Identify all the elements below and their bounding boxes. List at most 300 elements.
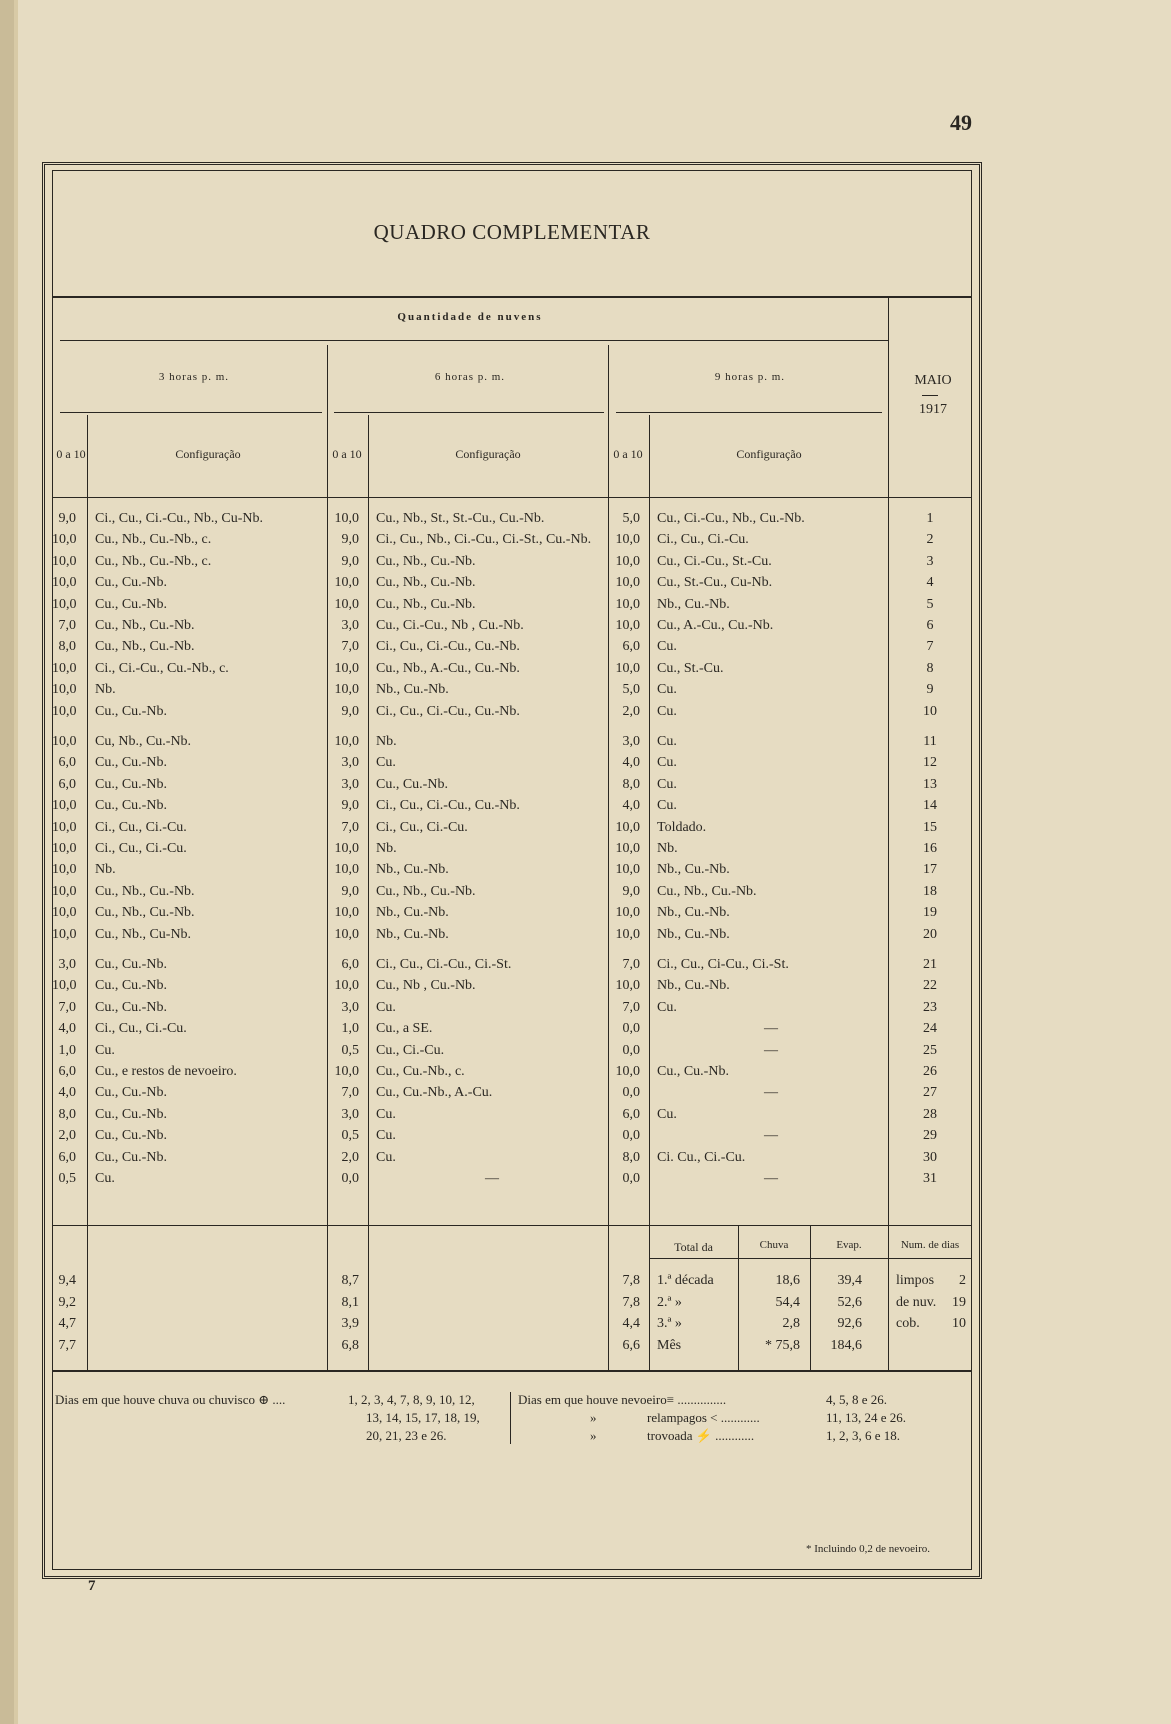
- cloud-amount-9pm: 0,0: [622, 1128, 640, 1144]
- config-9pm: Cu., Nb., Cu.-Nb.: [657, 883, 757, 899]
- config-6pm: Ci., Cu., Nb., Ci.-Cu., Ci.-St., Cu.-Nb.: [376, 532, 592, 548]
- trovoada-days: 1, 2, 3, 6 e 18.: [826, 1428, 901, 1443]
- trovoada-symbol-icon: ⚡: [695, 1428, 712, 1443]
- cloud-amount-6pm: 10,0: [334, 978, 359, 994]
- config-9pm: Ci., Cu., Ci-Cu., Ci.-St.: [657, 957, 789, 972]
- cloud-amount-3pm: 10,0: [52, 978, 77, 994]
- config-9pm: Cu., A.-Cu., Cu.-Nb.: [657, 618, 774, 633]
- cloud-amount-9pm: 5,0: [622, 511, 640, 526]
- nevoeiro-symbol-icon: ≡: [666, 1392, 675, 1407]
- evap-value: 92,6: [837, 1316, 862, 1331]
- config-6pm: Cu., Cu.-Nb., A.-Cu.: [376, 1085, 493, 1101]
- config-6pm: Nb., Cu.-Nb.: [376, 905, 449, 921]
- config-6pm: Cu.: [376, 999, 396, 1015]
- avg-3pm: 9,2: [58, 1294, 76, 1310]
- day-number: 23: [923, 999, 937, 1015]
- cloud-amount-6pm: 3,0: [341, 618, 359, 633]
- config-6pm: Nb.: [376, 734, 397, 749]
- cloud-amount-6pm: 9,0: [341, 532, 359, 548]
- config-9pm: Cu.: [657, 1106, 677, 1122]
- cloud-amount-3pm: 10,0: [52, 596, 77, 612]
- cloud-amount-6pm: 3,0: [341, 755, 359, 771]
- day-number: 7: [926, 639, 934, 655]
- cloud-amount-3pm: 10,0: [52, 682, 77, 698]
- config-6pm: Cu., Nb., Cu.-Nb.: [376, 553, 476, 569]
- num-dias-value: 10: [952, 1316, 966, 1331]
- cloud-amount-6pm: 2,0: [341, 1149, 359, 1165]
- col-rule-9pm-config: [649, 415, 650, 1225]
- summary-rule-top: [52, 1225, 972, 1226]
- day-number: 19: [923, 905, 937, 921]
- day-number: 21: [923, 957, 937, 972]
- config-9pm: Cu.: [657, 639, 677, 655]
- day-number: 18: [923, 883, 937, 899]
- group-header: Quantidade de nuvens: [397, 311, 543, 323]
- config-9pm: Nb., Cu.-Nb.: [657, 978, 730, 994]
- cloud-amount-6pm: 10,0: [334, 926, 359, 942]
- chuva-value: 2,8: [782, 1316, 800, 1331]
- evap-value: 52,6: [837, 1294, 862, 1310]
- config-6pm: Nb., Cu.-Nb.: [376, 926, 449, 942]
- day-number: 20: [923, 926, 937, 942]
- cloud-amount-3pm: 10,0: [52, 734, 77, 749]
- config-6pm: Cu., Nb., Cu.-Nb.: [376, 575, 476, 591]
- cloud-amount-9pm: 0,0: [622, 1085, 640, 1101]
- cloud-amount-6pm: 0,0: [341, 1171, 359, 1186]
- cloud-amount-9pm: 9,0: [622, 883, 640, 899]
- config-9pm: Cu., Ci.-Cu., St.-Cu.: [657, 553, 772, 569]
- config-6pm: Cu., Cu.-Nb., c.: [376, 1064, 465, 1079]
- config-9pm: Nb., Cu.-Nb.: [657, 862, 730, 878]
- evap-header: Evap.: [836, 1239, 862, 1251]
- config-3pm: Cu., Cu.-Nb.: [95, 755, 167, 771]
- day-number: 25: [923, 1042, 937, 1058]
- config-3pm: Cu., Cu.-Nb.: [95, 1106, 167, 1122]
- relampagos-symbol-icon: <: [710, 1410, 718, 1425]
- config-9pm: Nb.: [657, 841, 678, 856]
- nevoeiro-note-label: Dias em que houve nevoeiro≡ ...............: [518, 1392, 727, 1407]
- config-3pm: Cu., Cu.-Nb.: [95, 575, 167, 591]
- cloud-amount-3pm: 10,0: [52, 926, 77, 942]
- num-dias-label: limpos: [896, 1273, 935, 1288]
- table-title: QUADRO COMPLEMENTAR: [373, 220, 651, 244]
- day-number: 15: [923, 819, 937, 835]
- config-9pm: Ci., Cu., Ci.-Cu.: [657, 532, 749, 548]
- cloud-amount-9pm: 10,0: [615, 978, 640, 994]
- cloud-amount-3pm: 4,0: [58, 1021, 76, 1037]
- day-number: 6: [926, 618, 934, 633]
- relampagos-note-text: relampagos: [647, 1410, 707, 1425]
- cloud-amount-6pm: 7,0: [341, 819, 359, 835]
- chuva-days-line3: 20, 21, 23 e 26.: [366, 1428, 447, 1443]
- config-3pm: Cu., Nb., Cu.-Nb., c.: [95, 532, 212, 548]
- config-3pm: Cu., Nb., Cu.-Nb.: [95, 639, 195, 655]
- cloud-amount-3pm: 6,0: [58, 1064, 76, 1079]
- avg-9pm: 7,8: [622, 1273, 640, 1288]
- evap-value: 39,4: [837, 1273, 862, 1288]
- config-9pm: Nb., Cu.-Nb.: [657, 596, 730, 612]
- day-number: 3: [926, 553, 934, 569]
- cloud-amount-9pm: 10,0: [615, 841, 640, 856]
- cloud-amount-3pm: 6,0: [58, 1149, 76, 1165]
- config-6pm: Ci., Cu., Ci.-Cu., Cu.-Nb.: [376, 639, 520, 655]
- config-6pm: Nb., Cu.-Nb.: [376, 862, 449, 878]
- cloud-amount-3pm: 10,0: [52, 905, 77, 921]
- config-3pm: Ci., Cu., Ci.-Cu.: [95, 1021, 187, 1037]
- day-number: 28: [923, 1106, 937, 1122]
- period-label: 3.ª »: [657, 1316, 682, 1331]
- cloud-amount-6pm: 1,0: [341, 1021, 359, 1037]
- period-6pm-rule: [334, 412, 604, 413]
- config-3pm: Cu.: [95, 1171, 115, 1186]
- avg-9pm: 7,8: [622, 1294, 640, 1310]
- cloud-amount-9pm: 10,0: [615, 660, 640, 676]
- period-9pm-rule: [616, 412, 882, 413]
- cloud-amount-6pm: 10,0: [334, 511, 359, 526]
- cloud-amount-9pm: 4,0: [622, 798, 640, 814]
- config-6pm: Ci., Cu., Ci.-Cu., Cu.-Nb.: [376, 703, 520, 719]
- config-3pm: Ci., Cu., Ci.-Cu.: [95, 819, 187, 835]
- cloud-amount-9pm: 2,0: [622, 703, 640, 719]
- cloud-amount-3pm: 9,0: [58, 511, 76, 526]
- config-6pm: Cu.: [376, 1106, 396, 1122]
- config-9pm: Cu.: [657, 999, 677, 1015]
- config-3pm: Ci., Cu., Ci.-Cu., Nb., Cu-Nb.: [95, 511, 264, 526]
- cloud-amount-3pm: 2,0: [58, 1128, 76, 1144]
- config-9pm: Cu., Ci.-Cu., Nb., Cu.-Nb.: [657, 511, 805, 526]
- day-number: 8: [926, 660, 934, 676]
- cloud-amount-9pm: 5,0: [622, 682, 640, 698]
- day-number: 27: [923, 1085, 937, 1101]
- config-3pm: Cu., Cu.-Nb.: [95, 957, 167, 972]
- col-rule-6pm-config: [368, 415, 369, 1225]
- config-3pm: Cu., Cu.-Nb.: [95, 978, 167, 994]
- config-3pm: Ci., Ci.-Cu., Cu.-Nb., c.: [95, 660, 229, 676]
- config-9pm: Cu.: [657, 755, 677, 771]
- day-number: 4: [926, 575, 934, 591]
- avg-9pm: 6,6: [622, 1337, 640, 1353]
- avg-6pm: 6,8: [341, 1337, 359, 1353]
- config-6pm: Cu., Nb., St., St.-Cu., Cu.-Nb.: [376, 511, 545, 526]
- avg-9pm: 4,4: [622, 1316, 640, 1331]
- config-6pm: Cu., Ci.-Cu., Nb , Cu.-Nb.: [376, 618, 524, 633]
- summary-rule-bottom: [52, 1370, 972, 1372]
- cloud-amount-9pm: 7,0: [622, 999, 640, 1015]
- cloud-amount-6pm: 9,0: [341, 703, 359, 719]
- cloud-amount-6pm: 10,0: [334, 660, 359, 676]
- cloud-amount-3pm: 4,0: [58, 1085, 76, 1101]
- day-number: 2: [926, 532, 934, 548]
- cloud-amount-9pm: 6,0: [622, 639, 640, 655]
- avg-3pm: 7,7: [58, 1337, 76, 1353]
- chuva-days-line1: 1, 2, 3, 4, 7, 8, 9, 10, 12,: [348, 1392, 475, 1407]
- cloud-amount-6pm: 9,0: [341, 553, 359, 569]
- cloud-amount-9pm: 10,0: [615, 819, 640, 835]
- config-9pm: Cu.: [657, 798, 677, 814]
- config-6pm: Nb.: [376, 841, 397, 856]
- group-rule: [60, 340, 888, 341]
- page-number: 49: [950, 110, 972, 135]
- day-number: 13: [923, 776, 937, 792]
- month-label: MAIO: [914, 373, 952, 388]
- day-number: 1: [926, 511, 934, 526]
- period-9pm-label: 9 horas p. m.: [714, 371, 786, 383]
- config-6pm: Cu., Nb., Cu.-Nb.: [376, 883, 476, 899]
- config-6pm: Ci., Cu., Ci.-Cu., Ci.-St.: [376, 957, 512, 972]
- config-3pm: Ci., Cu., Ci.-Cu.: [95, 841, 187, 856]
- cloud-amount-6pm: 10,0: [334, 905, 359, 921]
- cloud-amount-9pm: 4,0: [622, 755, 640, 771]
- cloud-amount-6pm: 3,0: [341, 776, 359, 792]
- num-dias-label: de nuv.: [896, 1294, 937, 1310]
- cloud-amount-9pm: 10,0: [615, 905, 640, 921]
- col-rule-3pm-config: [87, 415, 88, 1225]
- trovoada-ditto: »: [590, 1428, 597, 1443]
- config-6pm: Cu., Cu.-Nb.: [376, 776, 448, 792]
- cloud-amount-9pm: 10,0: [615, 596, 640, 612]
- config-6pm: Ci., Cu., Ci.-Cu.: [376, 819, 468, 835]
- cloud-amount-9pm: 0,0: [622, 1042, 640, 1058]
- day-number: 12: [923, 755, 937, 771]
- cloud-amount-3pm: 10,0: [52, 660, 77, 676]
- config-3pm: Cu., Cu.-Nb.: [95, 999, 167, 1015]
- day-number: 31: [923, 1171, 937, 1186]
- cloud-amount-6pm: 3,0: [341, 1106, 359, 1122]
- config-6pm: Cu., a SE.: [376, 1021, 433, 1037]
- day-number: 9: [926, 682, 934, 698]
- page-edge-shadow: [14, 0, 18, 1724]
- nevoeiro-note-text: Dias em que houve nevoeiro: [518, 1392, 667, 1407]
- day-number: 24: [923, 1021, 937, 1037]
- cloud-amount-3pm: 0,5: [58, 1171, 76, 1186]
- config-6pm-header: Configuração: [455, 447, 521, 461]
- cloud-amount-3pm: 7,0: [58, 999, 76, 1015]
- period-label: 2.ª »: [657, 1294, 682, 1310]
- period-label: Mês: [657, 1337, 682, 1353]
- cloud-amount-3pm: 10,0: [52, 703, 77, 719]
- signature-mark: 7: [88, 1578, 96, 1594]
- chuva-note-text: Dias em que houve chuva ou chuvisco: [55, 1392, 256, 1407]
- day-number: 30: [923, 1149, 937, 1165]
- cloud-amount-6pm: 0,5: [341, 1042, 359, 1058]
- config-9pm: Cu., Cu.-Nb.: [657, 1064, 729, 1079]
- config-3pm-header: Configuração: [175, 447, 241, 461]
- cloud-amount-3pm: 10,0: [52, 841, 77, 856]
- config-9pm: —: [764, 1085, 778, 1101]
- config-3pm: Cu, Nb., Cu.-Nb.: [95, 734, 192, 749]
- cloud-amount-3pm: 10,0: [52, 862, 77, 878]
- cloud-amount-3pm: 10,0: [52, 575, 77, 591]
- config-3pm: Cu., Cu.-Nb.: [95, 798, 167, 814]
- cloud-amount-9pm: 7,0: [622, 957, 640, 972]
- cloud-amount-3pm: 10,0: [52, 883, 77, 899]
- summary-rule-6pm-config: [368, 1225, 369, 1370]
- config-6pm: Cu.: [376, 1128, 396, 1144]
- cloud-amount-9pm: 0,0: [622, 1021, 640, 1037]
- cloud-amount-9pm: 10,0: [615, 862, 640, 878]
- cloud-amount-9pm: 8,0: [622, 1149, 640, 1165]
- period-3pm-rule: [60, 412, 322, 413]
- config-3pm: Cu., Cu.-Nb.: [95, 1085, 167, 1101]
- config-3pm: Cu., Cu.-Nb.: [95, 776, 167, 792]
- notes-divider: [510, 1392, 511, 1444]
- config-3pm: Cu., Nb., Cu.-Nb., c.: [95, 553, 212, 569]
- config-6pm: Nb., Cu.-Nb.: [376, 682, 449, 698]
- num-dias-header: Num. de dias: [900, 1239, 960, 1251]
- scale-9pm: 0 a 10: [613, 447, 643, 461]
- day-number: 14: [923, 798, 937, 814]
- cloud-amount-6pm: 10,0: [334, 734, 359, 749]
- cloud-amount-6pm: 10,0: [334, 575, 359, 591]
- day-number: 5: [926, 596, 934, 612]
- chuva-value: * 75,8: [765, 1337, 800, 1353]
- cloud-amount-3pm: 3,0: [58, 957, 76, 972]
- config-3pm: Nb.: [95, 862, 116, 878]
- cloud-amount-9pm: 3,0: [622, 734, 640, 749]
- cloud-amount-3pm: 6,0: [58, 755, 76, 771]
- day-number: 10: [923, 703, 937, 719]
- chuva-value: 18,6: [775, 1273, 800, 1288]
- config-9pm: —: [764, 1042, 778, 1058]
- evap-value: 184,6: [830, 1337, 862, 1353]
- config-9pm: —: [764, 1128, 778, 1144]
- num-dias-value: 19: [952, 1294, 966, 1310]
- month-rule: [922, 395, 938, 396]
- cloud-amount-3pm: 1,0: [58, 1042, 76, 1058]
- day-number: 17: [923, 862, 937, 878]
- avg-3pm: 9,4: [58, 1273, 76, 1288]
- config-9pm: Cu., St.-Cu.: [657, 660, 724, 676]
- chuva-value: 54,4: [775, 1294, 800, 1310]
- cloud-amount-9pm: 10,0: [615, 1064, 640, 1079]
- total-header: Total da: [674, 1240, 713, 1254]
- header-rule-top: [52, 296, 972, 298]
- avg-3pm: 4,7: [58, 1316, 76, 1331]
- cloud-amount-3pm: 6,0: [58, 776, 76, 792]
- cloud-amount-3pm: 10,0: [52, 532, 77, 548]
- cloud-amount-6pm: 9,0: [341, 798, 359, 814]
- cloud-amount-3pm: 10,0: [52, 819, 77, 835]
- chuva-note-label: Dias em que houve chuva ou chuvisco ⊕ ....: [55, 1392, 286, 1407]
- chuva-days-line2: 13, 14, 15, 17, 18, 19,: [366, 1410, 480, 1425]
- period-label: 1.ª década: [657, 1273, 714, 1288]
- header-rule-bottom: [52, 497, 972, 498]
- config-9pm: Toldado.: [657, 819, 707, 835]
- config-9pm: —: [764, 1021, 778, 1037]
- period-3pm-label: 3 horas p. m.: [158, 371, 230, 383]
- cloud-amount-3pm: 8,0: [58, 639, 76, 655]
- cloud-amount-9pm: 0,0: [622, 1171, 640, 1186]
- config-6pm: Cu., Nb , Cu.-Nb.: [376, 978, 476, 994]
- cloud-amount-9pm: 6,0: [622, 1106, 640, 1122]
- config-9pm: Cu.: [657, 776, 677, 792]
- num-dias-label: cob.: [896, 1316, 920, 1331]
- config-6pm: Cu., Nb., A.-Cu., Cu.-Nb.: [376, 660, 520, 676]
- period-6pm-label: 6 horas p. m.: [434, 371, 506, 383]
- config-9pm: Nb., Cu.-Nb.: [657, 905, 730, 921]
- scale-3pm: 0 a 10: [56, 447, 86, 461]
- config-9pm: Cu.: [657, 682, 677, 698]
- config-3pm: Cu.: [95, 1042, 115, 1058]
- cloud-amount-6pm: 3,0: [341, 999, 359, 1015]
- page-edge: [0, 0, 14, 1724]
- config-3pm: Cu., Cu.-Nb.: [95, 1149, 167, 1165]
- cloud-amount-6pm: 10,0: [334, 841, 359, 856]
- cloud-amount-3pm: 10,0: [52, 553, 77, 569]
- cloud-amount-9pm: 10,0: [615, 553, 640, 569]
- config-6pm: Cu.: [376, 1149, 396, 1165]
- config-9pm: Nb., Cu.-Nb.: [657, 926, 730, 942]
- relampagos-ditto: »: [590, 1410, 597, 1425]
- config-3pm: Cu., Nb., Cu-Nb.: [95, 926, 192, 942]
- chuva-symbol-icon: ⊕: [258, 1392, 270, 1407]
- footnote: * Incluindo 0,2 de nevoeiro.: [806, 1543, 931, 1555]
- config-9pm: Cu.: [657, 703, 677, 719]
- config-9pm-header: Configuração: [736, 447, 802, 461]
- day-number: 22: [923, 978, 937, 994]
- config-3pm: Cu., Nb., Cu.-Nb.: [95, 883, 195, 899]
- cloud-amount-6pm: 10,0: [334, 682, 359, 698]
- avg-6pm: 8,7: [341, 1273, 359, 1288]
- cloud-amount-9pm: 8,0: [622, 776, 640, 792]
- config-3pm: Cu., Nb., Cu.-Nb.: [95, 618, 195, 633]
- cloud-amount-6pm: 7,0: [341, 639, 359, 655]
- config-3pm: Cu., e restos de nevoeiro.: [95, 1064, 237, 1079]
- config-6pm: Ci., Cu., Ci.-Cu., Cu.-Nb.: [376, 798, 520, 814]
- summary-rule-3pm: [87, 1225, 88, 1370]
- cloud-amount-9pm: 10,0: [615, 532, 640, 548]
- cloud-amount-3pm: 7,0: [58, 618, 76, 633]
- cloud-amount-6pm: 10,0: [334, 1064, 359, 1079]
- avg-6pm: 8,1: [341, 1294, 359, 1310]
- num-dias-value: 2: [959, 1273, 966, 1288]
- cloud-amount-6pm: 7,0: [341, 1085, 359, 1101]
- scale-6pm: 0 a 10: [332, 447, 362, 461]
- day-number: 11: [923, 734, 937, 749]
- cloud-amount-3pm: 8,0: [58, 1106, 76, 1122]
- cloud-amount-9pm: 10,0: [615, 575, 640, 591]
- config-9pm: Ci. Cu., Ci.-Cu.: [657, 1149, 746, 1165]
- relampagos-note-label: relampagos < ............: [647, 1410, 760, 1425]
- config-9pm: Cu., St.-Cu., Cu-Nb.: [657, 575, 773, 591]
- cloud-amount-6pm: 9,0: [341, 883, 359, 899]
- config-3pm: Cu., Nb., Cu.-Nb.: [95, 905, 195, 921]
- config-3pm: Cu., Cu.-Nb.: [95, 703, 167, 719]
- day-number: 26: [923, 1064, 937, 1079]
- config-3pm: Cu., Cu.-Nb.: [95, 596, 167, 612]
- cloud-amount-6pm: 10,0: [334, 596, 359, 612]
- trovoada-note-label: trovoada ⚡ ............: [647, 1428, 755, 1443]
- cloud-amount-9pm: 10,0: [615, 926, 640, 942]
- cloud-amount-3pm: 10,0: [52, 798, 77, 814]
- trovoada-note-text: trovoada: [647, 1428, 693, 1443]
- config-6pm: Cu.: [376, 755, 396, 771]
- config-6pm: Cu., Nb., Cu.-Nb.: [376, 596, 476, 612]
- cloud-amount-6pm: 0,5: [341, 1128, 359, 1144]
- cloud-amount-6pm: 6,0: [341, 957, 359, 972]
- config-3pm: Cu., Cu.-Nb.: [95, 1128, 167, 1144]
- config-6pm: Cu., Ci.-Cu.: [376, 1042, 445, 1058]
- cloud-amount-6pm: 10,0: [334, 862, 359, 878]
- relampagos-days: 11, 13, 24 e 26.: [826, 1410, 907, 1425]
- nevoeiro-days: 4, 5, 8 e 26.: [826, 1392, 888, 1407]
- chuva-header: Chuva: [759, 1239, 789, 1251]
- config-3pm: Nb.: [95, 682, 116, 698]
- config-6pm: —: [485, 1171, 499, 1186]
- config-9pm: Cu.: [657, 734, 677, 749]
- config-9pm: —: [764, 1171, 778, 1186]
- day-number: 29: [923, 1128, 937, 1144]
